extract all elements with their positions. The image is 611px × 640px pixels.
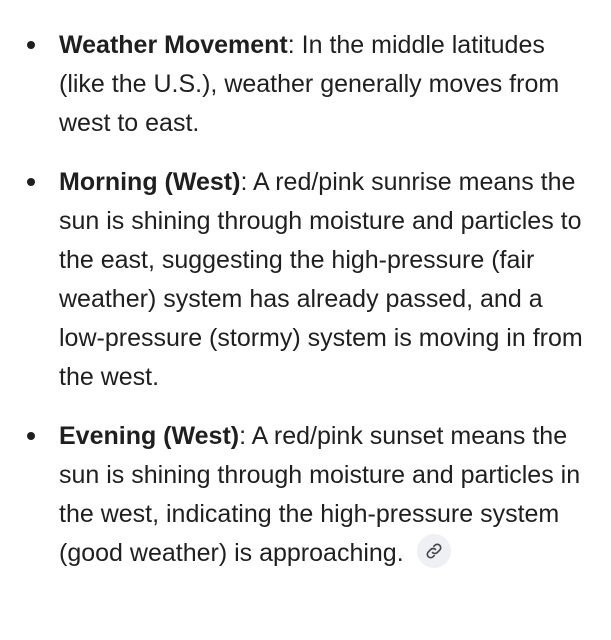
list-item-term: Evening (West): [59, 422, 240, 450]
bullet-dot: [27, 178, 35, 186]
list-item: [0, 163, 611, 397]
list-item-text: A red/pink sunset means the sun is shining through moisture and particles in the west, indicating the high-pressure system (good weather) is approaching.: [59, 422, 581, 567]
link-icon: [425, 542, 443, 560]
bullet-dot: [27, 41, 35, 49]
list-item-separator: :: [287, 31, 295, 59]
list-item-text: In the middle latitudes (like the U.S.), weather generally moves from west to east.: [59, 31, 560, 137]
list-item: [0, 26, 611, 143]
list-item: [0, 417, 611, 573]
list-item-separator: :: [240, 168, 248, 196]
list-item-text: A red/pink sunrise means the sun is shining through moisture and particles to the east, suggesting the high-pressure (fair weather) system has already passed, and a low-pressure (stormy) system is moving in from the west.: [59, 168, 583, 391]
source-link-button[interactable]: [417, 534, 451, 568]
list-item-term: Weather Movement: [59, 31, 288, 59]
bullet-list: [0, 26, 611, 593]
bullet-dot: [27, 432, 35, 440]
list-item-term: Morning (West): [59, 168, 241, 196]
list-item-separator: :: [239, 422, 247, 450]
